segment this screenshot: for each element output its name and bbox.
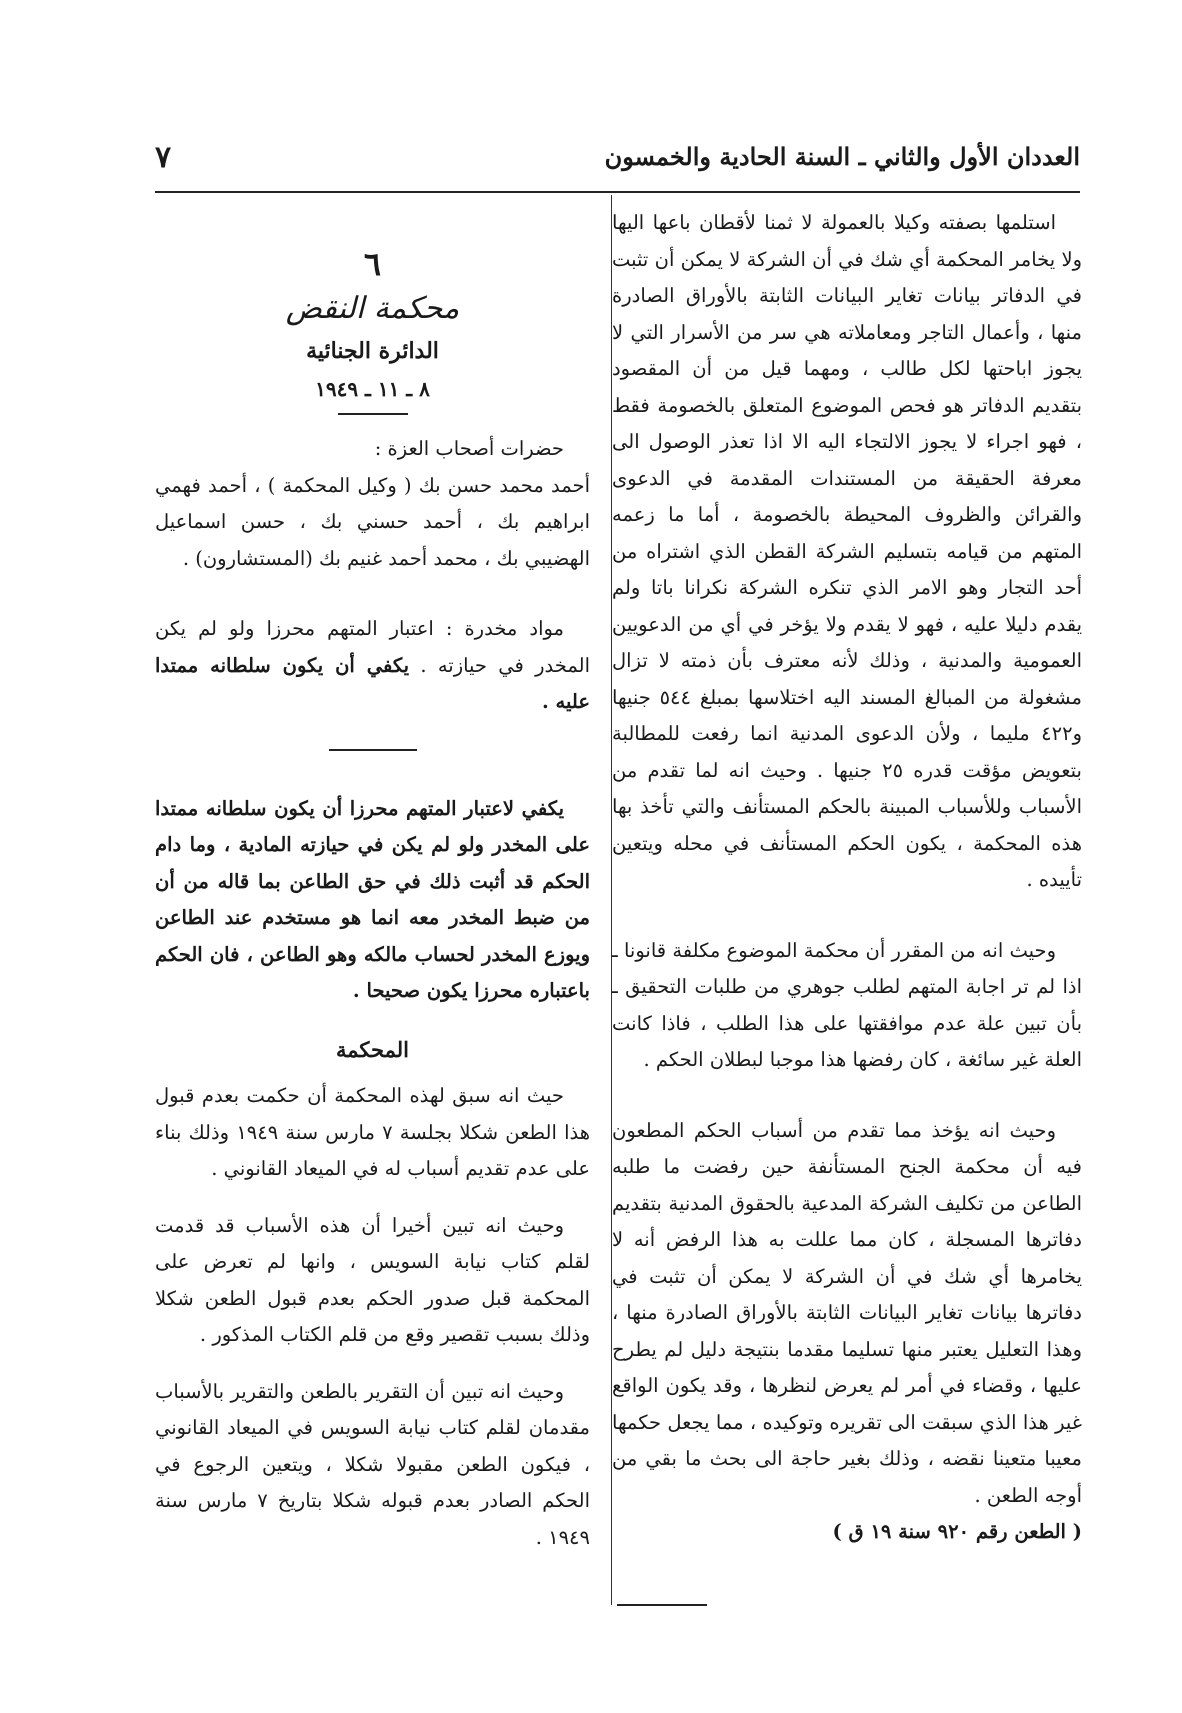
case-reference: ( الطعن رقم ٩٢٠ سنة ١٩ ق ) xyxy=(832,1520,1082,1543)
court-name: محكمة النقض xyxy=(285,291,460,326)
session-date: ٨ ـ ١١ ـ ١٩٤٩ xyxy=(315,377,430,401)
headnote-rule: يكفي أن يكون سلطانه ممتدا عليه . xyxy=(155,653,590,713)
page-number: ٧ xyxy=(155,140,172,175)
judges-list: أحمد محمد حسن بك ( وكيل المحكمة ) ، أحمد فهمي ابراهيم بك ، أحمد حسني بك ، حسن اسماعيل الهضيبي بك ، محمد أحمد غنيم بك (المستشارون) . xyxy=(155,473,590,570)
section-rule xyxy=(329,749,417,751)
body-paragraph: وحيث انه يؤخذ مما تقدم من أسباب الحكم المطعون فيه أن محكمة الجنح المستأنفة حين رفضت ما طلبه الطاعن من تكليف الشركة المدعية بالحقوق المدنية بتقديم دفاترها المسجلة ، كان مما عللت به هذا الرفض أنه لا يخامرها أي شك في أن الشركة لا يمكن أن تثبت في دفاترها بيانات تغاير البيانات الثابتة بالأوراق الصادرة منها ، وهذا التعليل يعتبر منها تسليما مقدما بنتيجة دليل لم يطرح عليها ، وقضاء في أمر لم يعرض لنظرها ، وقد يكون الواقع غير هذا الذي سبقت الى تقريره وتوكيده ، مما يجعل حكمها معيبا متعينا نقضه ، وذلك بغير حاجة الى بحث ما بقي من أوجه الطعن . xyxy=(612,1118,1082,1507)
header-rule xyxy=(155,191,1080,193)
court-heading: المحكمة xyxy=(336,1036,409,1062)
headnote xyxy=(155,611,590,721)
body-paragraph: وحيث انه من المقرر أن محكمة الموضوع مكلفة قانونا ـ اذا لم تر اجابة المتهم لطلب جوهري من طلبات التحقيق ـ بأن تبين علة عدم موافقتها على هذا الطلب ، فاذا كانت العلة غير سائغة ، كان رفضها هذا موجبا لبطلان الحكم . xyxy=(612,938,1082,1071)
right-column xyxy=(612,205,1082,1551)
judges-intro: حضرات أصحاب العزة : xyxy=(374,437,564,460)
circuit-name: الدائرة الجنائية xyxy=(306,338,439,364)
case-number: ٦ xyxy=(363,245,382,283)
running-title: العددان الأول والثاني ـ السنة الحادية والخمسون xyxy=(604,142,1080,171)
body-paragraph: استلمها بصفته وكيلا بالعمولة لا ثمنا لأقطان باعها اليها ولا يخامر المحكمة أي شك في أن الشركة لا يمكن أن تثبت في الدفاتر بيانات تغاير البيانات الثابتة بالأوراق الصادرة منها ، وأعمال التاجر ومعاملاته هي سر من الأسرار التي لا يجوز اباحتها لكل طالب ، ومهما قيل من أن المقصود بتقديم الدفاتر هو فحص الموضوع المتعلق بالخصومة فقط ، فهو اجراء لا يجوز الالتجاء اليه الا اذا تعذر الوصول الى معرفة الحقيقة من المستندات المقدمة في الدعوى والقرائن والظروف المحيطة بالخصومة ، أما ما زعمه المتهم من قيامه بتسليم الشركة القطن الذي اشتراه من أحد التجار وهو الامر الذي تنكره الشركة نكرانا باتا ولم يقدم دليلا عليه ، فهو لا يقدم ولا يؤخر في أي من الدعويين العمومية والمدنية ، وذلك لأنه معترف بأن ذمته لا تزال مشغولة من المبالغ المسند اليه اختلاسها بمبلغ ٥٤٤ جنيها و٤٢٢ مليما ، ولأن الدعوى المدنية انما رفعت للمطالبة بتعويض مؤقت قدره ٢٥ جنيها . وحيث انه لما تقدم من الأسباب وللأسباب المبينة بالحكم المستأنف والتي تأخذ بها هذه المحكمة ، يكون الحكم المستأنف في محله ويتعين تأييده . xyxy=(612,211,1083,891)
footer-rule xyxy=(617,1604,707,1606)
section-rule xyxy=(338,413,408,415)
headnote-topic: مواد مخدرة : اعتبار المتهم محرزا ولو لم يكن المخدر في حيازته . xyxy=(155,617,591,677)
legal-principle: يكفي لاعتبار المتهم محرزا أن يكون سلطانه ممتدا على المخدر ولو لم يكن في حيازته المادية ، وما دام الحكم قد أثبت ذلك في حق الطاعن بما قاله من أن من ضبط المخدر معه انما هو مستخدم عند الطاعن ويوزع المخدر لحساب مالكه وهو الطاعن ، فان الحكم باعتباره محرزا يكون صحيحا . xyxy=(155,796,590,1002)
page-header xyxy=(155,140,1080,184)
left-column xyxy=(155,205,590,1556)
body-paragraph: حيث انه سبق لهذه المحكمة أن حكمت بعدم قبول هذا الطعن شكلا بجلسة ٧ مارس سنة ١٩٤٩ وذلك بناء على عدم تقديم أسباب له في الميعاد القانوني . xyxy=(155,1084,591,1180)
body-paragraph: وحيث انه تبين أن التقرير بالطعن والتقرير بالأسباب مقدمان لقلم كتاب نيابة السويس في الميعاد القانوني ، فيكون الطعن مقبولا شكلا ، ويتعين الرجوع في الحكم الصادر بعدم قبوله شكلا بتاريخ ٧ مارس سنة ١٩٤٩ . xyxy=(155,1379,590,1549)
body-paragraph: وحيث انه تبين أخيرا أن هذه الأسباب قد قدمت لقلم كتاب نيابة السويس ، وانها لم تعرض على المحكمة قبل صدور الحكم بعدم قبول الطعن شكلا وذلك بسبب تقصير وقع من قلم الكتاب المذكور . xyxy=(155,1213,590,1346)
